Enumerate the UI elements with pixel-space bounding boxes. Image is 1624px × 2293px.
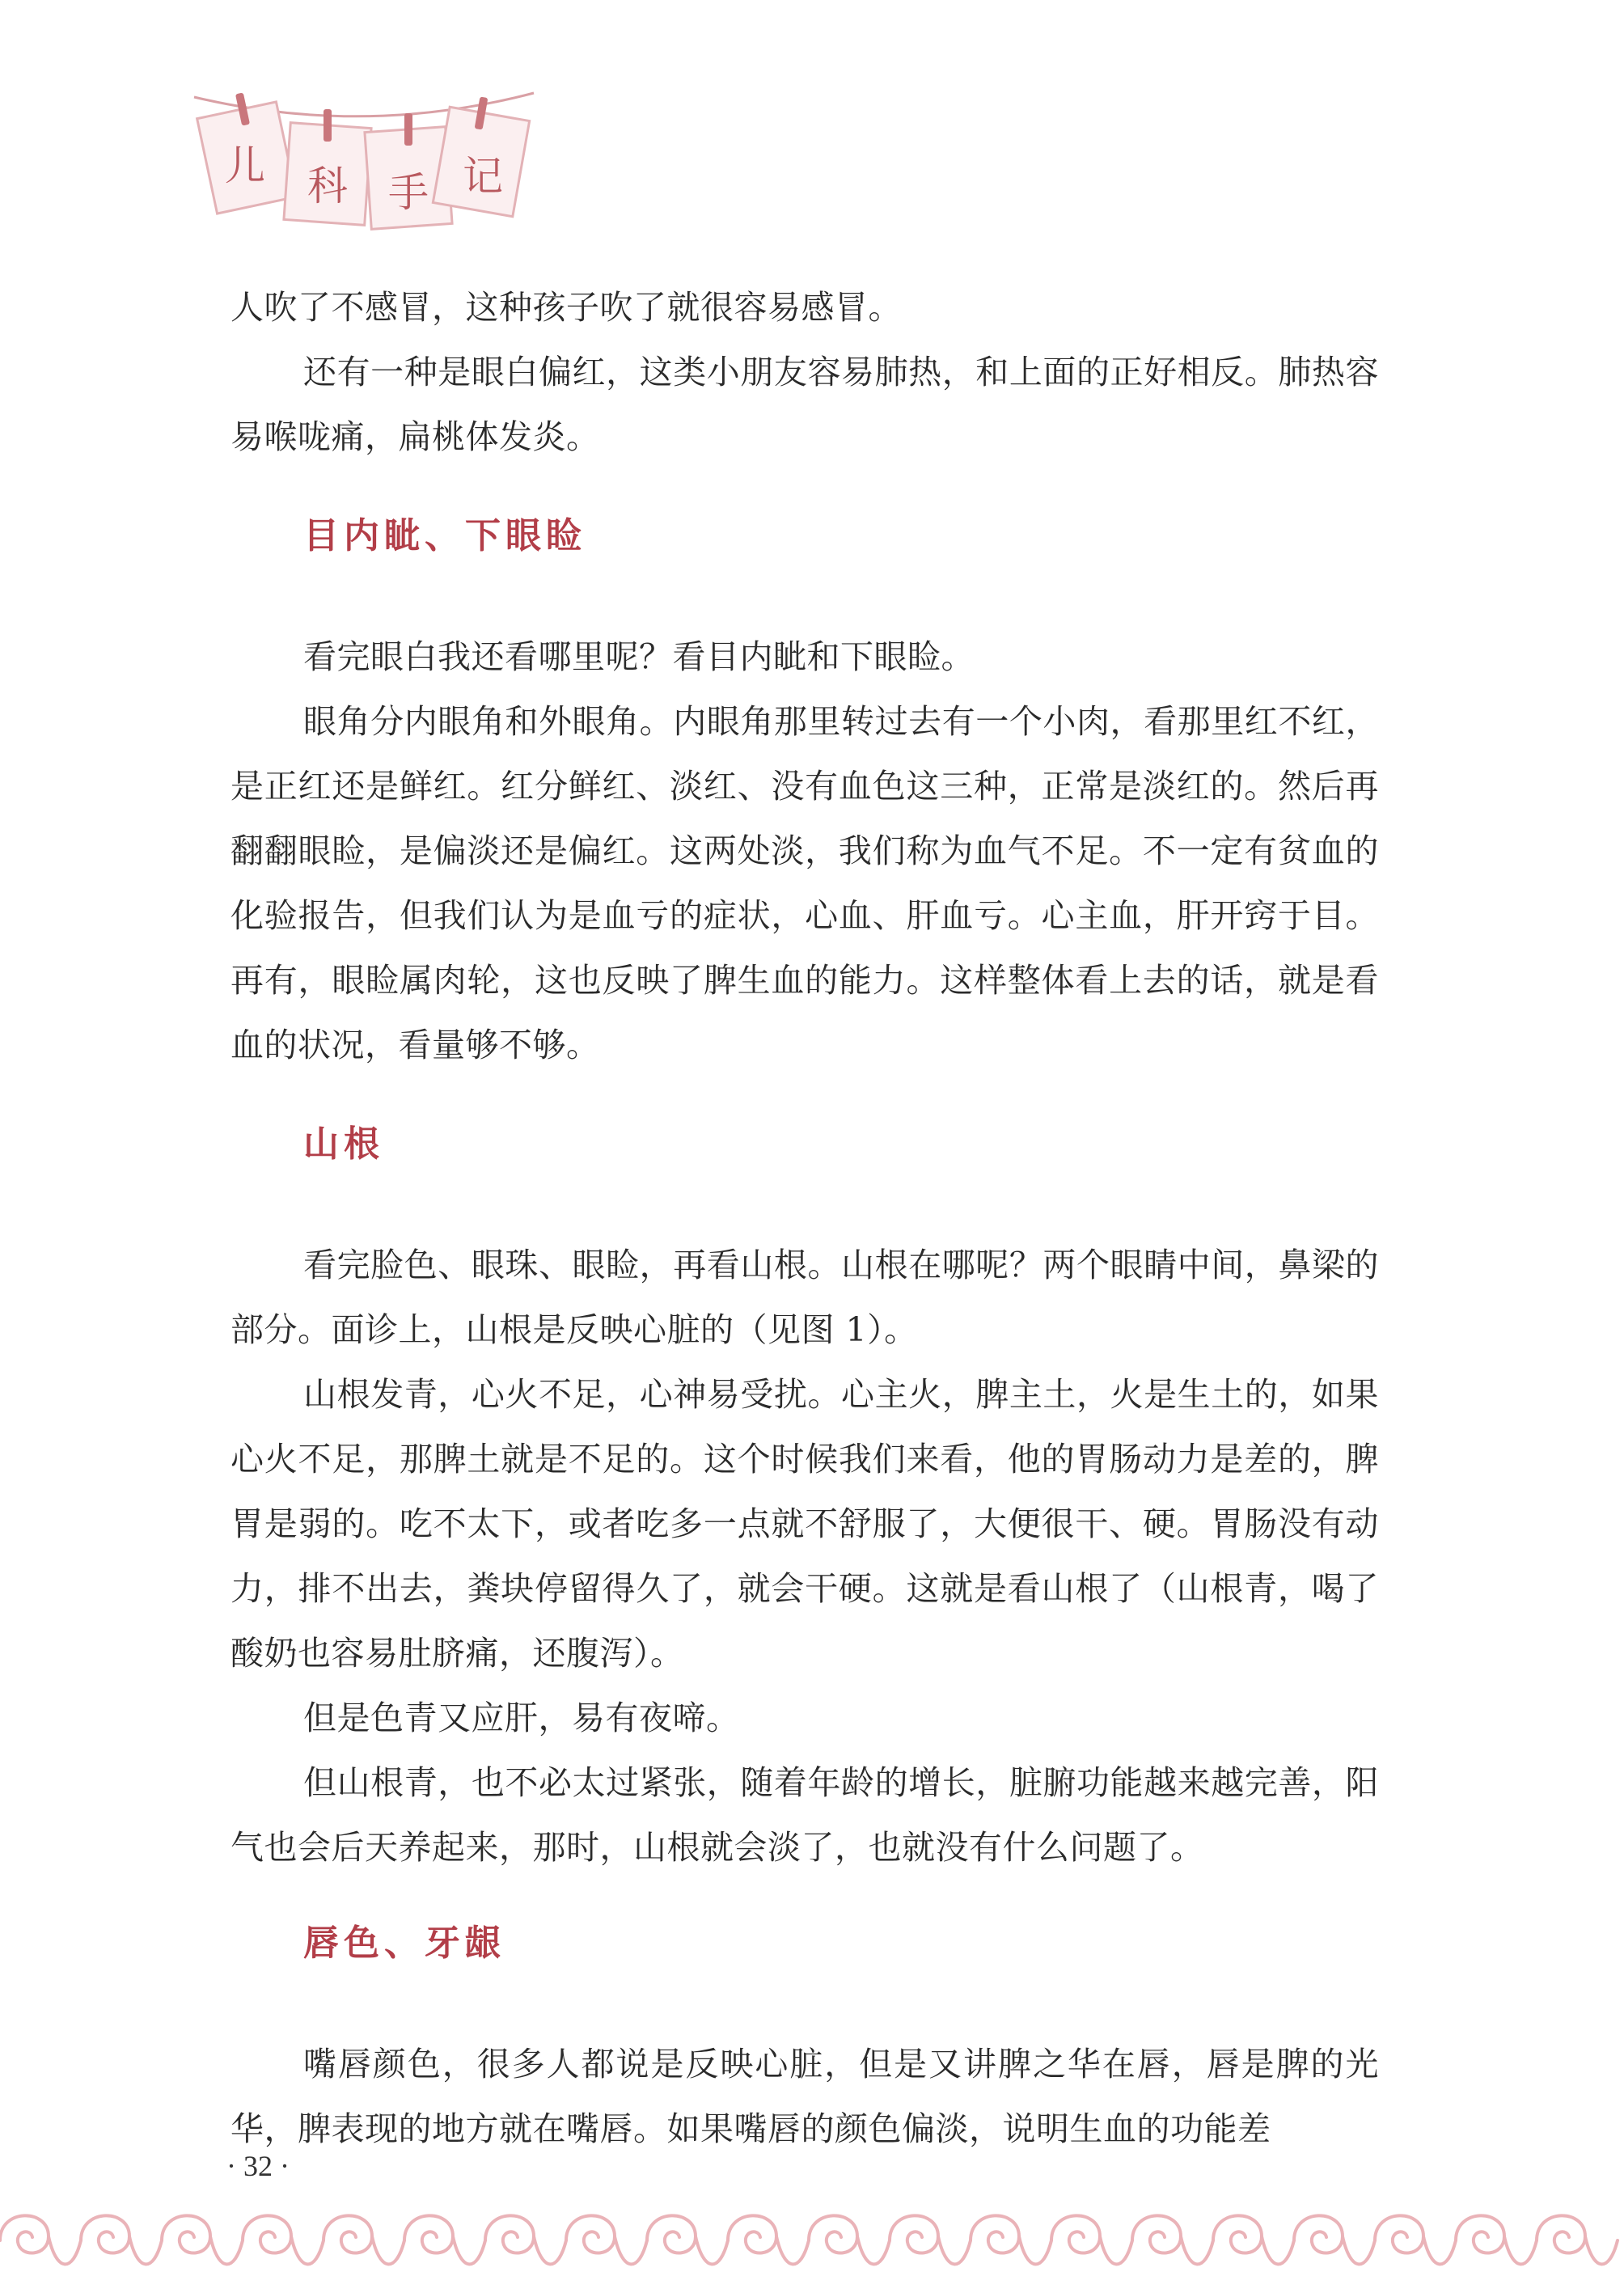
paragraph: 但山根青，也不必太过紧张，随着年龄的增长，脏腑功能越来越完善，阳气也会后天养起来，那时，山根就会淡了，也就没有什么问题了。 [230, 1763, 1379, 1867]
page-body [230, 275, 1379, 2161]
paragraph: 看完脸色、眼珠、眼睑，再看山根。山根在哪呢？两个眼睛中间，鼻梁的部分。面诊上，山根是反映心脏的（见图 1）。 [230, 1246, 1379, 1349]
header-char-3: 手 [388, 169, 429, 216]
header-char-1: 儿 [225, 142, 265, 189]
header-char-4: 记 [463, 153, 503, 200]
paragraph: 人吹了不感冒，这种孩子吹了就很容易感冒。 [230, 288, 902, 327]
paragraph: 但是色青又应肝，易有夜啼。 [303, 1699, 740, 1737]
header-char-2: 科 [307, 163, 348, 209]
header-ornament [178, 49, 550, 251]
paragraph: 还有一种是眼白偏红，这类小朋友容易肺热，和上面的正好相反。肺热容易喉咙痛，扁桃体发炎。 [230, 353, 1379, 456]
section-heading: 唇色、牙龈 [303, 1923, 505, 1964]
paragraph: 山根发青，心火不足，心神易受扰。心主火，脾主土，火是生土的，如果心火不足，那脾土就是不足的。这个时候我们来看，他的胃肠动力是差的，脾胃是弱的。吃不太下，或者吃多一点就不舒服了，大便很干、硬。胃肠没有动力，排不出去，粪块停留得久了，就会干硬。这就是看山根了（山根青，喝了酸奶也容易肚脐痛，还腹泻）。 [230, 1375, 1379, 1673]
page-number: · 32 · [226, 2150, 290, 2182]
section-heading: 山根 [303, 1123, 384, 1165]
paragraph: 眼角分内眼角和外眼角。内眼角那里转过去有一个小肉，看那里红不红，是正红还是鲜红。红分鲜红、淡红、没有血色这三种，正常是淡红的。然后再翻翻眼睑，是偏淡还是偏红。这两处淡，我们称为血气不足。不一定有贫血的化验报告，但我们认为是血亏的症状，心血、肝血亏。心主血，肝开窍于目。再有，眼睑属肉轮，这也反映了脾生血的能力。这样整体看上去的话，就是看血的状况，看量够不够。 [230, 702, 1379, 1064]
paragraph: 嘴唇颜色，很多人都说是反映心脏，但是又讲脾之华在唇，唇是脾的光华，脾表现的地方就在嘴唇。如果嘴唇的颜色偏淡，说明生血的功能差 [230, 2045, 1379, 2148]
footer-spiral-border [0, 2176, 1624, 2293]
paragraph: 看完眼白我还看哪里呢？看目内眦和下眼睑。 [303, 637, 975, 676]
section-heading: 目内眦、下眼睑 [303, 515, 586, 556]
